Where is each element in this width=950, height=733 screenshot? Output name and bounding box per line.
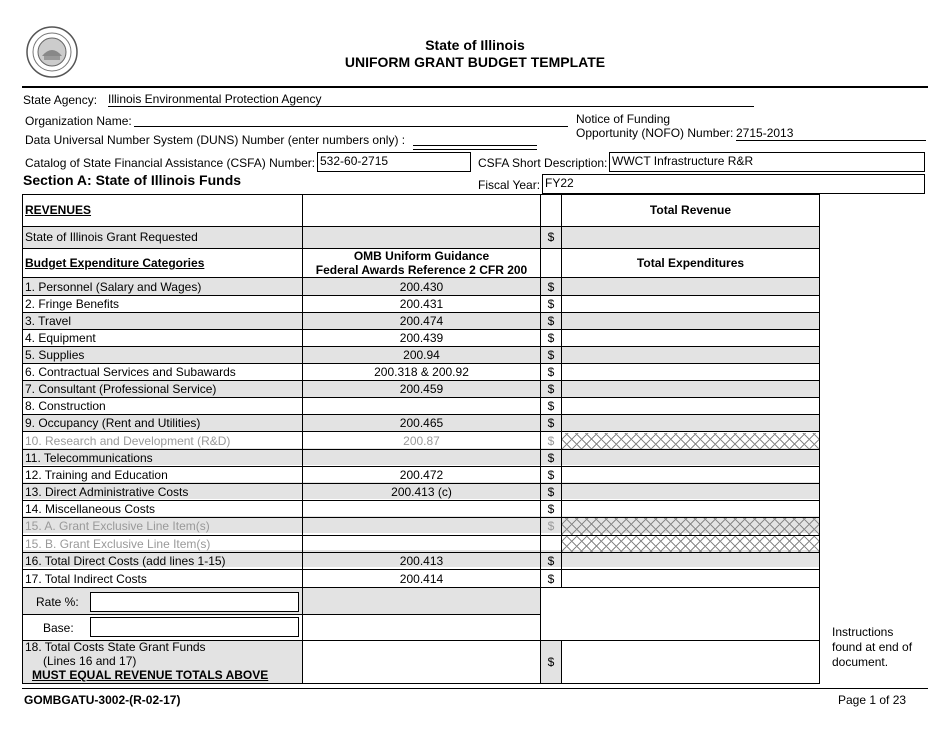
rate-label: Rate %:: [36, 595, 79, 609]
row-ref: 200.430: [399, 280, 444, 294]
grant-requested-label: State of Illinois Grant Requested: [25, 230, 198, 244]
row-dollar: $: [547, 297, 555, 311]
duns-field[interactable]: [413, 132, 537, 146]
section-a-title: Section A: State of Illinois Funds: [23, 172, 242, 188]
csfa-short-label: CSFA Short Description:: [478, 156, 608, 170]
row-amount-input[interactable]: [562, 348, 819, 362]
row-ref: 200.474: [399, 314, 444, 328]
row-amount-input[interactable]: [562, 451, 819, 465]
org-name-label: Organization Name:: [25, 114, 132, 128]
row-dollar: $: [547, 416, 555, 430]
duns-label: Data Universal Number System (DUNS) Number (enter numbers only) :: [25, 133, 406, 147]
row-label: 4. Equipment: [25, 331, 96, 345]
row-label: 15. B. Grant Exclusive Line Item(s): [25, 537, 211, 551]
row-label: 2. Fringe Benefits: [25, 297, 120, 311]
row-label: 6. Contractual Services and Subawards: [25, 365, 236, 379]
fiscal-year-field[interactable]: FY22: [542, 174, 925, 194]
row-dollar: $: [547, 468, 555, 482]
csfa-number-label: Catalog of State Financial Assistance (CSFA) Number:: [25, 156, 316, 170]
row-dollar: $: [547, 451, 555, 465]
nofo-label-1: Notice of Funding: [576, 112, 671, 126]
row18-line3: MUST EQUAL REVENUE TOTALS ABOVE: [32, 668, 269, 682]
row-amount-input[interactable]: [562, 382, 819, 396]
budget-categories-header: Budget Expenditure Categories: [25, 256, 205, 270]
omb-header-line1: OMB Uniform Guidance: [353, 249, 490, 263]
base-input[interactable]: [90, 617, 299, 637]
row-ref: 200.465: [399, 416, 444, 430]
hatched-cell-row-10: [562, 433, 819, 450]
row-dollar: $: [547, 554, 555, 568]
instructions-note-line1: Instructions: [832, 625, 894, 639]
row-dollar: $: [547, 365, 555, 379]
row-amount-input[interactable]: [562, 485, 819, 499]
instructions-note-line3: document.: [832, 655, 889, 669]
row-ref: 200.94: [403, 348, 440, 362]
duns-underline-2: [413, 149, 537, 150]
row-dollar: $: [547, 434, 555, 448]
row-ref: 200.439: [399, 331, 444, 345]
row18-amount-input[interactable]: [562, 642, 819, 680]
row-label: 16. Total Direct Costs (add lines 1-15): [25, 554, 226, 568]
row-label: 11. Telecommunications: [25, 451, 153, 465]
row-amount-input[interactable]: [562, 314, 819, 328]
row-amount-input[interactable]: [562, 416, 819, 430]
row-dollar: $: [547, 485, 555, 499]
grant-requested-dollar: $: [547, 230, 555, 244]
org-name-field[interactable]: [134, 113, 568, 127]
form-id: GOMBGATU-3002-(R-02-17): [24, 693, 181, 707]
row-label: 7. Consultant (Professional Service): [25, 382, 217, 396]
row-amount-input[interactable]: [562, 365, 819, 379]
revenues-header: REVENUES: [25, 203, 92, 217]
row-dollar: $: [547, 331, 555, 345]
row-label: 9. Occupancy (Rent and Utilities): [25, 416, 201, 430]
total-revenue-header: Total Revenue: [649, 203, 732, 217]
row18-line2: (Lines 16 and 17): [43, 654, 137, 668]
row-label: 3. Travel: [25, 314, 72, 328]
row-ref: 200.413 (c): [391, 485, 452, 499]
state-agency-label: State Agency:: [23, 93, 98, 107]
row-ref: 200.472: [399, 468, 444, 482]
row-dollar: $: [547, 399, 555, 413]
row-dollar: $: [547, 572, 555, 586]
row-dollar: $: [547, 348, 555, 362]
nofo-number-field[interactable]: 2715-2013: [736, 126, 926, 141]
page-subtitle: UNIFORM GRANT BUDGET TEMPLATE: [344, 54, 606, 70]
row-amount-input[interactable]: [562, 297, 819, 311]
omb-header-line2: Federal Awards Reference 2 CFR 200: [315, 263, 528, 277]
grant-requested-input[interactable]: [562, 230, 819, 246]
nofo-label-2: Opportunity (NOFO) Number:: [576, 126, 734, 140]
base-label: Base:: [43, 621, 74, 635]
header-divider: [22, 86, 928, 88]
row-ref: 200.414: [399, 572, 444, 586]
row-amount-input[interactable]: [562, 502, 819, 516]
row-label: 15. A. Grant Exclusive Line Item(s): [25, 519, 210, 533]
row-amount-input[interactable]: [562, 468, 819, 482]
row18-dollar: $: [547, 655, 555, 669]
instructions-note-line2: found at end of: [832, 640, 913, 654]
row-label: 17. Total Indirect Costs: [25, 572, 147, 586]
hatched-cell-row-15b: [562, 535, 819, 552]
row-amount-input[interactable]: [562, 554, 819, 568]
row-label: 13. Direct Administrative Costs: [25, 485, 189, 499]
rate-input[interactable]: [90, 592, 299, 612]
row-amount-input[interactable]: [562, 280, 819, 294]
row-ref: 200.431: [399, 297, 444, 311]
row-amount-input[interactable]: [562, 331, 819, 345]
state-agency-field[interactable]: Illinois Environmental Protection Agency: [108, 92, 754, 107]
csfa-short-description-field[interactable]: WWCT Infrastructure R&R: [609, 152, 925, 172]
footer-divider: [22, 688, 928, 689]
row-dollar: $: [547, 382, 555, 396]
row-ref: 200.413: [399, 554, 444, 568]
row-label: 10. Research and Development (R&D): [25, 434, 231, 448]
hatched-cell-row-15a: [562, 518, 819, 535]
row-dollar: $: [547, 502, 555, 516]
row-label: 12. Training and Education: [25, 468, 168, 482]
row-dollar: $: [547, 280, 555, 294]
total-expenditures-header: Total Expenditures: [636, 256, 745, 270]
row-label: 5. Supplies: [25, 348, 85, 362]
fiscal-year-label: Fiscal Year:: [478, 178, 541, 192]
row-ref: 200.318 & 200.92: [374, 365, 469, 379]
row-dollar: $: [547, 519, 555, 533]
row-dollar: $: [547, 314, 555, 328]
row-label: 8. Construction: [25, 399, 106, 413]
row18-line1: 18. Total Costs State Grant Funds: [25, 640, 206, 654]
row-label: 1. Personnel (Salary and Wages): [25, 280, 202, 294]
page-number: Page 1 of 23: [838, 693, 907, 707]
row-amount-input[interactable]: [562, 572, 819, 586]
page-title: State of Illinois: [425, 37, 525, 53]
row-ref: 200.87: [403, 434, 440, 448]
row-label: 14. Miscellaneous Costs: [25, 502, 156, 516]
row-amount-input[interactable]: [562, 399, 819, 413]
csfa-number-field[interactable]: 532-60-2715: [317, 152, 471, 172]
row-ref: 200.459: [399, 382, 444, 396]
